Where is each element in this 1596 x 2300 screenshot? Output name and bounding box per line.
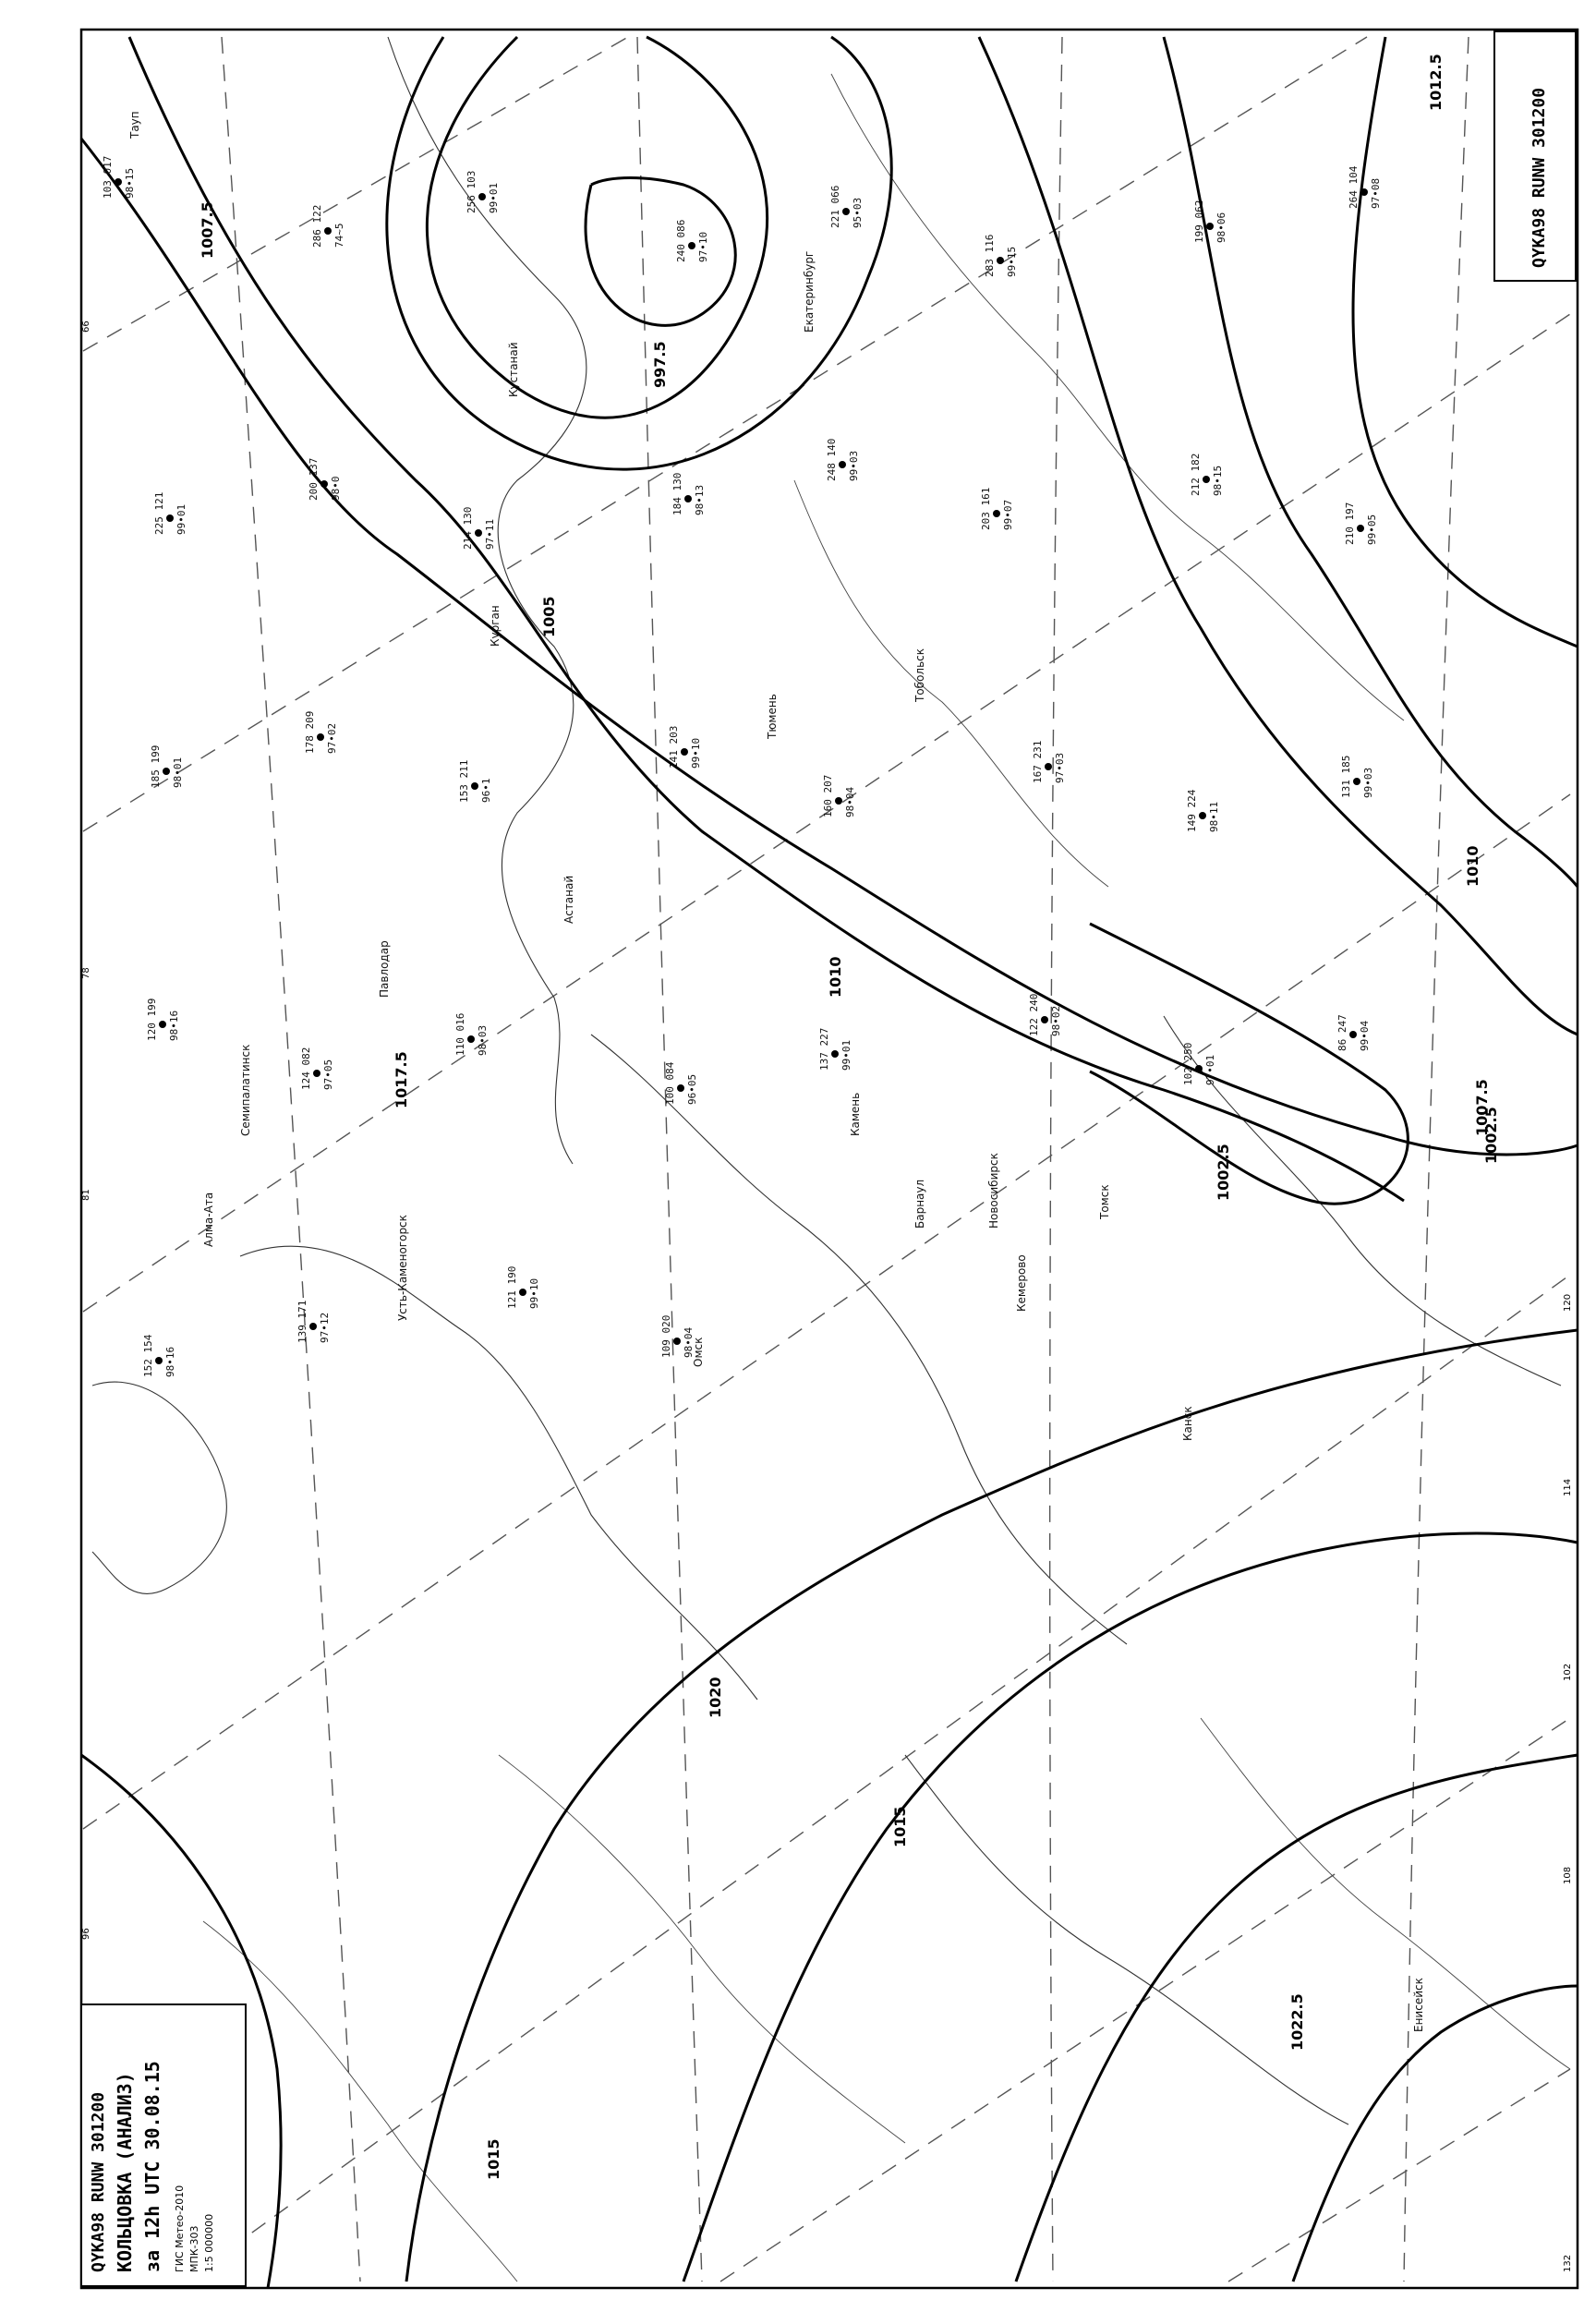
- title-code: QYKA98 RUNW 301200: [89, 2091, 108, 2272]
- city-label: Енисейск: [1412, 1978, 1425, 2032]
- station-dot: [677, 1084, 684, 1092]
- station-weather: 99•03: [848, 450, 860, 481]
- isobar-label: 1010: [827, 956, 844, 998]
- station-dot: [467, 1035, 475, 1043]
- station-dot: [842, 208, 850, 215]
- station-dot: [835, 797, 842, 805]
- station-pressure: 210 197: [1344, 502, 1356, 545]
- station-pressure: 131 185: [1340, 755, 1352, 798]
- station-dot: [997, 257, 1004, 264]
- station-pressure: 122 240: [1028, 993, 1040, 1036]
- station-weather: 74~5: [333, 223, 345, 248]
- station-weather: 98•02: [1050, 1005, 1062, 1036]
- station-dot: [688, 242, 695, 249]
- city-label: Курган: [489, 605, 502, 647]
- title-scale: 1:5 000000: [203, 2213, 215, 2272]
- station-weather: 99•07: [1002, 499, 1014, 530]
- city-label: Тaуп: [128, 111, 141, 139]
- station-pressure: 100 084: [664, 1061, 676, 1105]
- city-label: Новосибирск: [987, 1153, 1000, 1229]
- station-weather: 96•1: [480, 778, 492, 803]
- station-pressure: 120 199: [146, 998, 158, 1041]
- isobar-label: 1002.5: [1215, 1144, 1232, 1201]
- isobar-label: 1015: [485, 2138, 502, 2180]
- station-dot: [115, 178, 122, 186]
- station-weather: 97•03: [1054, 752, 1066, 783]
- station-pressure: 102 250: [1182, 1042, 1194, 1085]
- isobar-label: 997.5: [651, 341, 669, 388]
- station-dot: [831, 1050, 839, 1058]
- grid-number: 96: [81, 1928, 91, 1940]
- station-pressure: 283 116: [984, 234, 996, 277]
- station-weather: 99•01: [840, 1039, 852, 1071]
- station-dot: [155, 1357, 163, 1364]
- city-label: Астанaй: [562, 875, 575, 924]
- station-weather: 97•12: [319, 1312, 331, 1343]
- station-weather: 98•04: [844, 786, 856, 817]
- station-pressure: 121 190: [506, 1265, 518, 1309]
- station-pressure: 149 224: [1186, 789, 1198, 832]
- station-dot: [166, 514, 174, 522]
- station-weather: 99•04: [1359, 1020, 1371, 1051]
- station-weather: 98•0: [330, 476, 342, 501]
- station-dot: [471, 782, 478, 790]
- city-label: Павлодар: [378, 940, 391, 998]
- station-pressure: 200 137: [308, 457, 320, 501]
- grid-number: 78: [81, 967, 91, 979]
- station-dot: [673, 1338, 681, 1345]
- station-pressure: 286 122: [311, 204, 323, 248]
- station-dot: [313, 1070, 320, 1077]
- station-weather: 97•08: [1370, 177, 1382, 209]
- station-weather: 99•10: [690, 737, 702, 769]
- station-weather: 98•11: [1208, 801, 1220, 832]
- station-dot: [317, 733, 324, 741]
- city-label: Томск: [1098, 1184, 1111, 1219]
- isobar-label: 1005: [540, 596, 558, 637]
- title-block: [81, 2004, 246, 2286]
- isobar-label: 1007.5: [199, 201, 216, 259]
- station-weather: 99•03: [1362, 767, 1374, 798]
- grid-number: 66: [81, 321, 91, 333]
- station-weather: 97•11: [484, 518, 496, 550]
- title-valid: за 12h UTC 30.08.15: [141, 2061, 163, 2272]
- station-pressure: 86 247: [1336, 1014, 1348, 1051]
- header-top-code: QYKA98 RUNW 301200: [1530, 87, 1549, 268]
- city-label: Алма-Ата: [202, 1192, 215, 1247]
- station-pressure: 153 211: [458, 759, 470, 803]
- isobar-label: 1007.5: [1473, 1079, 1491, 1136]
- station-weather: 98•15: [1212, 465, 1224, 496]
- city-label: Семипалатинск: [239, 1044, 252, 1136]
- station-dot: [1041, 1016, 1048, 1023]
- station-pressure: 178 209: [304, 710, 316, 754]
- station-pressure: 167 231: [1032, 740, 1044, 783]
- station-dot: [839, 461, 846, 468]
- station-dot: [684, 495, 692, 502]
- isobar-label: 1002.5: [1482, 1107, 1500, 1164]
- city-label: Екатеринбург: [803, 250, 816, 333]
- station-pressure: 256 103: [466, 170, 478, 213]
- title-credit-1: ГИС Метео-2010: [174, 2185, 186, 2272]
- station-weather: 98•16: [164, 1346, 176, 1377]
- station-weather: 98•06: [1215, 212, 1227, 243]
- station-weather: 95•03: [852, 197, 864, 228]
- station-pressure: 214 130: [462, 506, 474, 550]
- title-credit-2: МПК-303: [188, 2225, 200, 2272]
- station-weather: 98•15: [124, 167, 136, 199]
- city-label: Усть-Каменогорск: [396, 1215, 409, 1321]
- station-dot: [320, 480, 328, 488]
- station-dot: [519, 1289, 526, 1296]
- station-dot: [159, 1021, 166, 1028]
- city-label: Кустанай: [507, 342, 520, 397]
- isobar-label: 1020: [707, 1677, 724, 1718]
- station-weather: 99•01: [488, 182, 500, 213]
- station-dot: [475, 529, 482, 537]
- station-dot: [1195, 1065, 1203, 1072]
- station-weather: 98•13: [694, 484, 706, 515]
- station-pressure: 185 199: [150, 744, 162, 788]
- station-dot: [1206, 223, 1214, 230]
- station-weather: 97•01: [1204, 1054, 1216, 1085]
- station-dot: [681, 748, 688, 756]
- station-weather: 99•01: [175, 503, 187, 535]
- station-pressure: 221 066: [829, 185, 841, 228]
- header-top: [1494, 31, 1576, 281]
- station-dot: [324, 227, 332, 235]
- title-name: КОЛЬЦОВКА (АНАЛИЗ): [114, 2072, 136, 2272]
- station-dot: [1360, 188, 1368, 196]
- station-pressure: 203 161: [980, 487, 992, 530]
- station-weather: 99•05: [1366, 514, 1378, 545]
- station-weather: 96•05: [686, 1073, 698, 1105]
- station-weather: 97•10: [697, 231, 709, 262]
- grid-number: 102: [1563, 1663, 1573, 1681]
- isobar-label: 1010: [1464, 845, 1481, 887]
- station-weather: 98•16: [168, 1010, 180, 1041]
- station-dot: [163, 768, 170, 775]
- station-pressure: 248 140: [826, 438, 838, 481]
- station-dot: [1357, 525, 1364, 532]
- city-label: Омск: [692, 1337, 705, 1367]
- station-pressure: 103 017: [102, 155, 114, 199]
- station-pressure: 109 020: [660, 1314, 672, 1358]
- city-label: Тобольск: [913, 648, 926, 702]
- station-weather: 99•15: [1006, 246, 1018, 277]
- grid-number: 120: [1563, 1293, 1573, 1312]
- station-dot: [1045, 763, 1052, 770]
- station-pressure: 124 082: [300, 1047, 312, 1090]
- station-pressure: 184 130: [671, 472, 683, 515]
- grid-number: 132: [1563, 2254, 1573, 2272]
- isobar-label: 1022.5: [1288, 1993, 1306, 2051]
- station-pressure: 240 086: [675, 219, 687, 262]
- station-pressure: 137 227: [818, 1027, 830, 1071]
- station-weather: 97•05: [322, 1059, 334, 1090]
- station-pressure: 264 104: [1348, 165, 1360, 209]
- isobar-label: 1017.5: [393, 1051, 410, 1108]
- grid-number: 108: [1563, 1866, 1573, 1884]
- station-dot: [1353, 778, 1360, 785]
- station-pressure: 160 207: [822, 774, 834, 817]
- city-label: Кемерово: [1015, 1254, 1028, 1312]
- city-label: Барнаул: [913, 1179, 926, 1229]
- station-pressure: 199 062: [1193, 200, 1205, 243]
- station-dot: [309, 1323, 317, 1330]
- station-pressure: 110 016: [454, 1012, 466, 1056]
- station-pressure: 225 121: [153, 491, 165, 535]
- station-pressure: 141 203: [668, 725, 680, 769]
- station-weather: 99•10: [528, 1277, 540, 1309]
- station-dot: [993, 510, 1000, 517]
- city-label: Тюмень: [766, 694, 779, 739]
- grid-number: 81: [81, 1189, 91, 1201]
- station-weather: 98•03: [477, 1024, 489, 1056]
- station-weather: 97•02: [326, 722, 338, 754]
- station-weather: 98•04: [683, 1326, 695, 1358]
- grid-number: 114: [1563, 1478, 1573, 1496]
- station-dot: [1203, 476, 1210, 483]
- city-label: Камень: [849, 1092, 862, 1136]
- station-weather: 98•01: [172, 757, 184, 788]
- isobar-label: 1012.5: [1427, 54, 1445, 111]
- station-pressure: 212 182: [1190, 453, 1202, 496]
- station-dot: [1349, 1031, 1357, 1038]
- isobar-label: 1015: [891, 1806, 909, 1847]
- station-dot: [1199, 812, 1206, 819]
- city-label: Канск: [1181, 1406, 1194, 1441]
- station-pressure: 152 154: [142, 1334, 154, 1377]
- station-dot: [478, 193, 486, 200]
- station-pressure: 139 171: [296, 1300, 308, 1343]
